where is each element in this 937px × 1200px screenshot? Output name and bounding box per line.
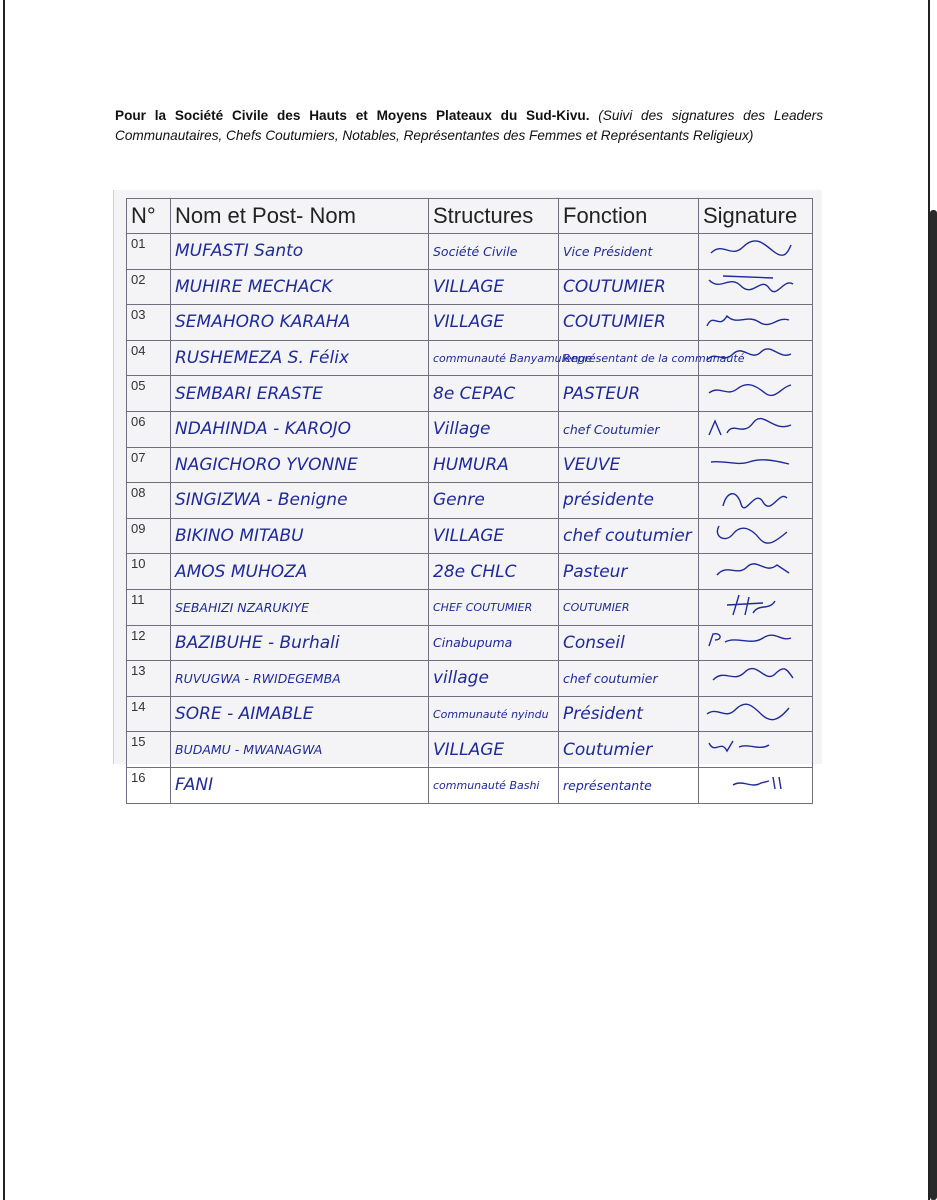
row-number: 16 (127, 767, 171, 803)
row-signature (699, 589, 813, 625)
row-number: 10 (127, 554, 171, 590)
handwritten-signature (703, 593, 795, 617)
row-structure: Genre (429, 483, 559, 519)
row-structure: VILLAGE (429, 269, 559, 305)
row-signature (699, 625, 813, 661)
row-number: 08 (127, 483, 171, 519)
row-name: BUDAMU - MWANAGWA (171, 732, 429, 768)
row-signature (699, 696, 813, 732)
row-function: chef Coutumier (559, 411, 699, 447)
row-name: NDAHINDA - KAROJO (171, 411, 429, 447)
handwritten-signature (703, 486, 795, 510)
row-name: BIKINO MITABU (171, 518, 429, 554)
row-number: 01 (127, 234, 171, 270)
table-row (127, 269, 813, 305)
row-number: 06 (127, 411, 171, 447)
row-structure: VILLAGE (429, 518, 559, 554)
table-row (127, 554, 813, 590)
row-structure: 8e CEPAC (429, 376, 559, 412)
header-name: Nom et Post- Nom (171, 199, 429, 234)
row-number: 03 (127, 305, 171, 341)
table-row (127, 696, 813, 732)
row-signature (699, 518, 813, 554)
row-number: 02 (127, 269, 171, 305)
row-signature (699, 269, 813, 305)
handwritten-signature (703, 700, 795, 724)
row-structure: communauté Banyamulenge (429, 340, 559, 376)
table-row (127, 732, 813, 768)
row-signature (699, 554, 813, 590)
row-structure: Cinabupuma (429, 625, 559, 661)
table-header-row (127, 199, 813, 234)
row-name: MUFASTI Santo (171, 234, 429, 270)
row-name: RUVUGWA - RWIDEGEMBA (171, 661, 429, 697)
signature-table (126, 198, 813, 804)
row-number: 05 (127, 376, 171, 412)
table-row (127, 661, 813, 697)
table-row (127, 589, 813, 625)
row-structure: VILLAGE (429, 732, 559, 768)
row-signature (699, 376, 813, 412)
header-signature: Signature (699, 199, 813, 234)
table-row (127, 483, 813, 519)
row-number: 07 (127, 447, 171, 483)
row-name: MUHIRE MECHACK (171, 269, 429, 305)
row-function: Président (559, 696, 699, 732)
row-function: chef coutumier (559, 661, 699, 697)
row-name: BAZIBUHE - Burhali (171, 625, 429, 661)
row-name: RUSHEMEZA S. Félix (171, 340, 429, 376)
row-function: Représentant de la communauté (559, 340, 699, 376)
handwritten-signature (703, 237, 795, 261)
table-row (127, 447, 813, 483)
handwritten-signature (703, 628, 795, 652)
handwritten-signature (703, 735, 795, 759)
row-number: 11 (127, 589, 171, 625)
row-function: chef coutumier (559, 518, 699, 554)
row-function: Conseil (559, 625, 699, 661)
row-signature (699, 234, 813, 270)
row-function: Pasteur (559, 554, 699, 590)
row-function: VEUVE (559, 447, 699, 483)
table-row (127, 234, 813, 270)
handwritten-signature (703, 272, 795, 296)
row-function: PASTEUR (559, 376, 699, 412)
row-name: SEBAHIZI NZARUKIYE (171, 589, 429, 625)
table-row (127, 625, 813, 661)
row-name: AMOS MUHOZA (171, 554, 429, 590)
row-signature (699, 305, 813, 341)
row-structure: Village (429, 411, 559, 447)
intro-lead: Pour la Société Civile des Hauts et Moyens Plateaux du Sud-Kivu. (115, 108, 590, 123)
row-number: 09 (127, 518, 171, 554)
table-row (127, 376, 813, 412)
handwritten-signature (703, 450, 795, 474)
row-name: SORE - AIMABLE (171, 696, 429, 732)
row-name: SEMAHORO KARAHA (171, 305, 429, 341)
row-name: SINGIZWA - Benigne (171, 483, 429, 519)
row-number: 04 (127, 340, 171, 376)
header-structures: Structures (429, 199, 559, 234)
row-structure: 28e CHLC (429, 554, 559, 590)
row-number: 14 (127, 696, 171, 732)
table-row (127, 518, 813, 554)
row-signature (699, 340, 813, 376)
scanned-signature-sheet (113, 190, 822, 796)
row-function: présidente (559, 483, 699, 519)
table-row (127, 767, 813, 803)
row-structure: Communauté nyindu (429, 696, 559, 732)
row-function: COUTUMIER (559, 269, 699, 305)
table-row (127, 305, 813, 341)
row-function: Vice Président (559, 234, 699, 270)
row-signature (699, 661, 813, 697)
intro-paragraph (115, 106, 823, 146)
handwritten-signature (703, 771, 795, 795)
row-signature (699, 411, 813, 447)
intro-note: (Suivi des signatures des Leaders Communautaires, Chefs Coutumiers, Notables, Représentantes des Femmes et Représentants Religieux) (115, 108, 823, 143)
handwritten-signature (703, 415, 795, 439)
row-function: Coutumier (559, 732, 699, 768)
row-structure: Société Civile (429, 234, 559, 270)
handwritten-signature (703, 664, 795, 688)
row-structure: communauté Bashi (429, 767, 559, 803)
row-name: NAGICHORO YVONNE (171, 447, 429, 483)
row-name: SEMBARI ERASTE (171, 376, 429, 412)
row-function: COUTUMIER (559, 589, 699, 625)
row-signature (699, 447, 813, 483)
row-number: 13 (127, 661, 171, 697)
table-body (127, 234, 813, 804)
row-signature (699, 767, 813, 803)
row-structure: CHEF COUTUMIER (429, 589, 559, 625)
row-name: FANI (171, 767, 429, 803)
header-number: N° (127, 199, 171, 234)
row-function: COUTUMIER (559, 305, 699, 341)
row-structure: village (429, 661, 559, 697)
handwritten-signature (703, 308, 795, 332)
row-structure: VILLAGE (429, 305, 559, 341)
header-function: Fonction (559, 199, 699, 234)
handwritten-signature (703, 379, 795, 403)
row-number: 12 (127, 625, 171, 661)
row-function: représentante (559, 767, 699, 803)
row-signature (699, 732, 813, 768)
handwritten-signature (703, 344, 795, 368)
handwritten-signature (703, 557, 795, 581)
row-signature (699, 483, 813, 519)
row-number: 15 (127, 732, 171, 768)
table-row (127, 411, 813, 447)
row-structure: HUMURA (429, 447, 559, 483)
table-row (127, 340, 813, 376)
handwritten-signature (703, 522, 795, 546)
scrollbar[interactable] (930, 210, 937, 1200)
